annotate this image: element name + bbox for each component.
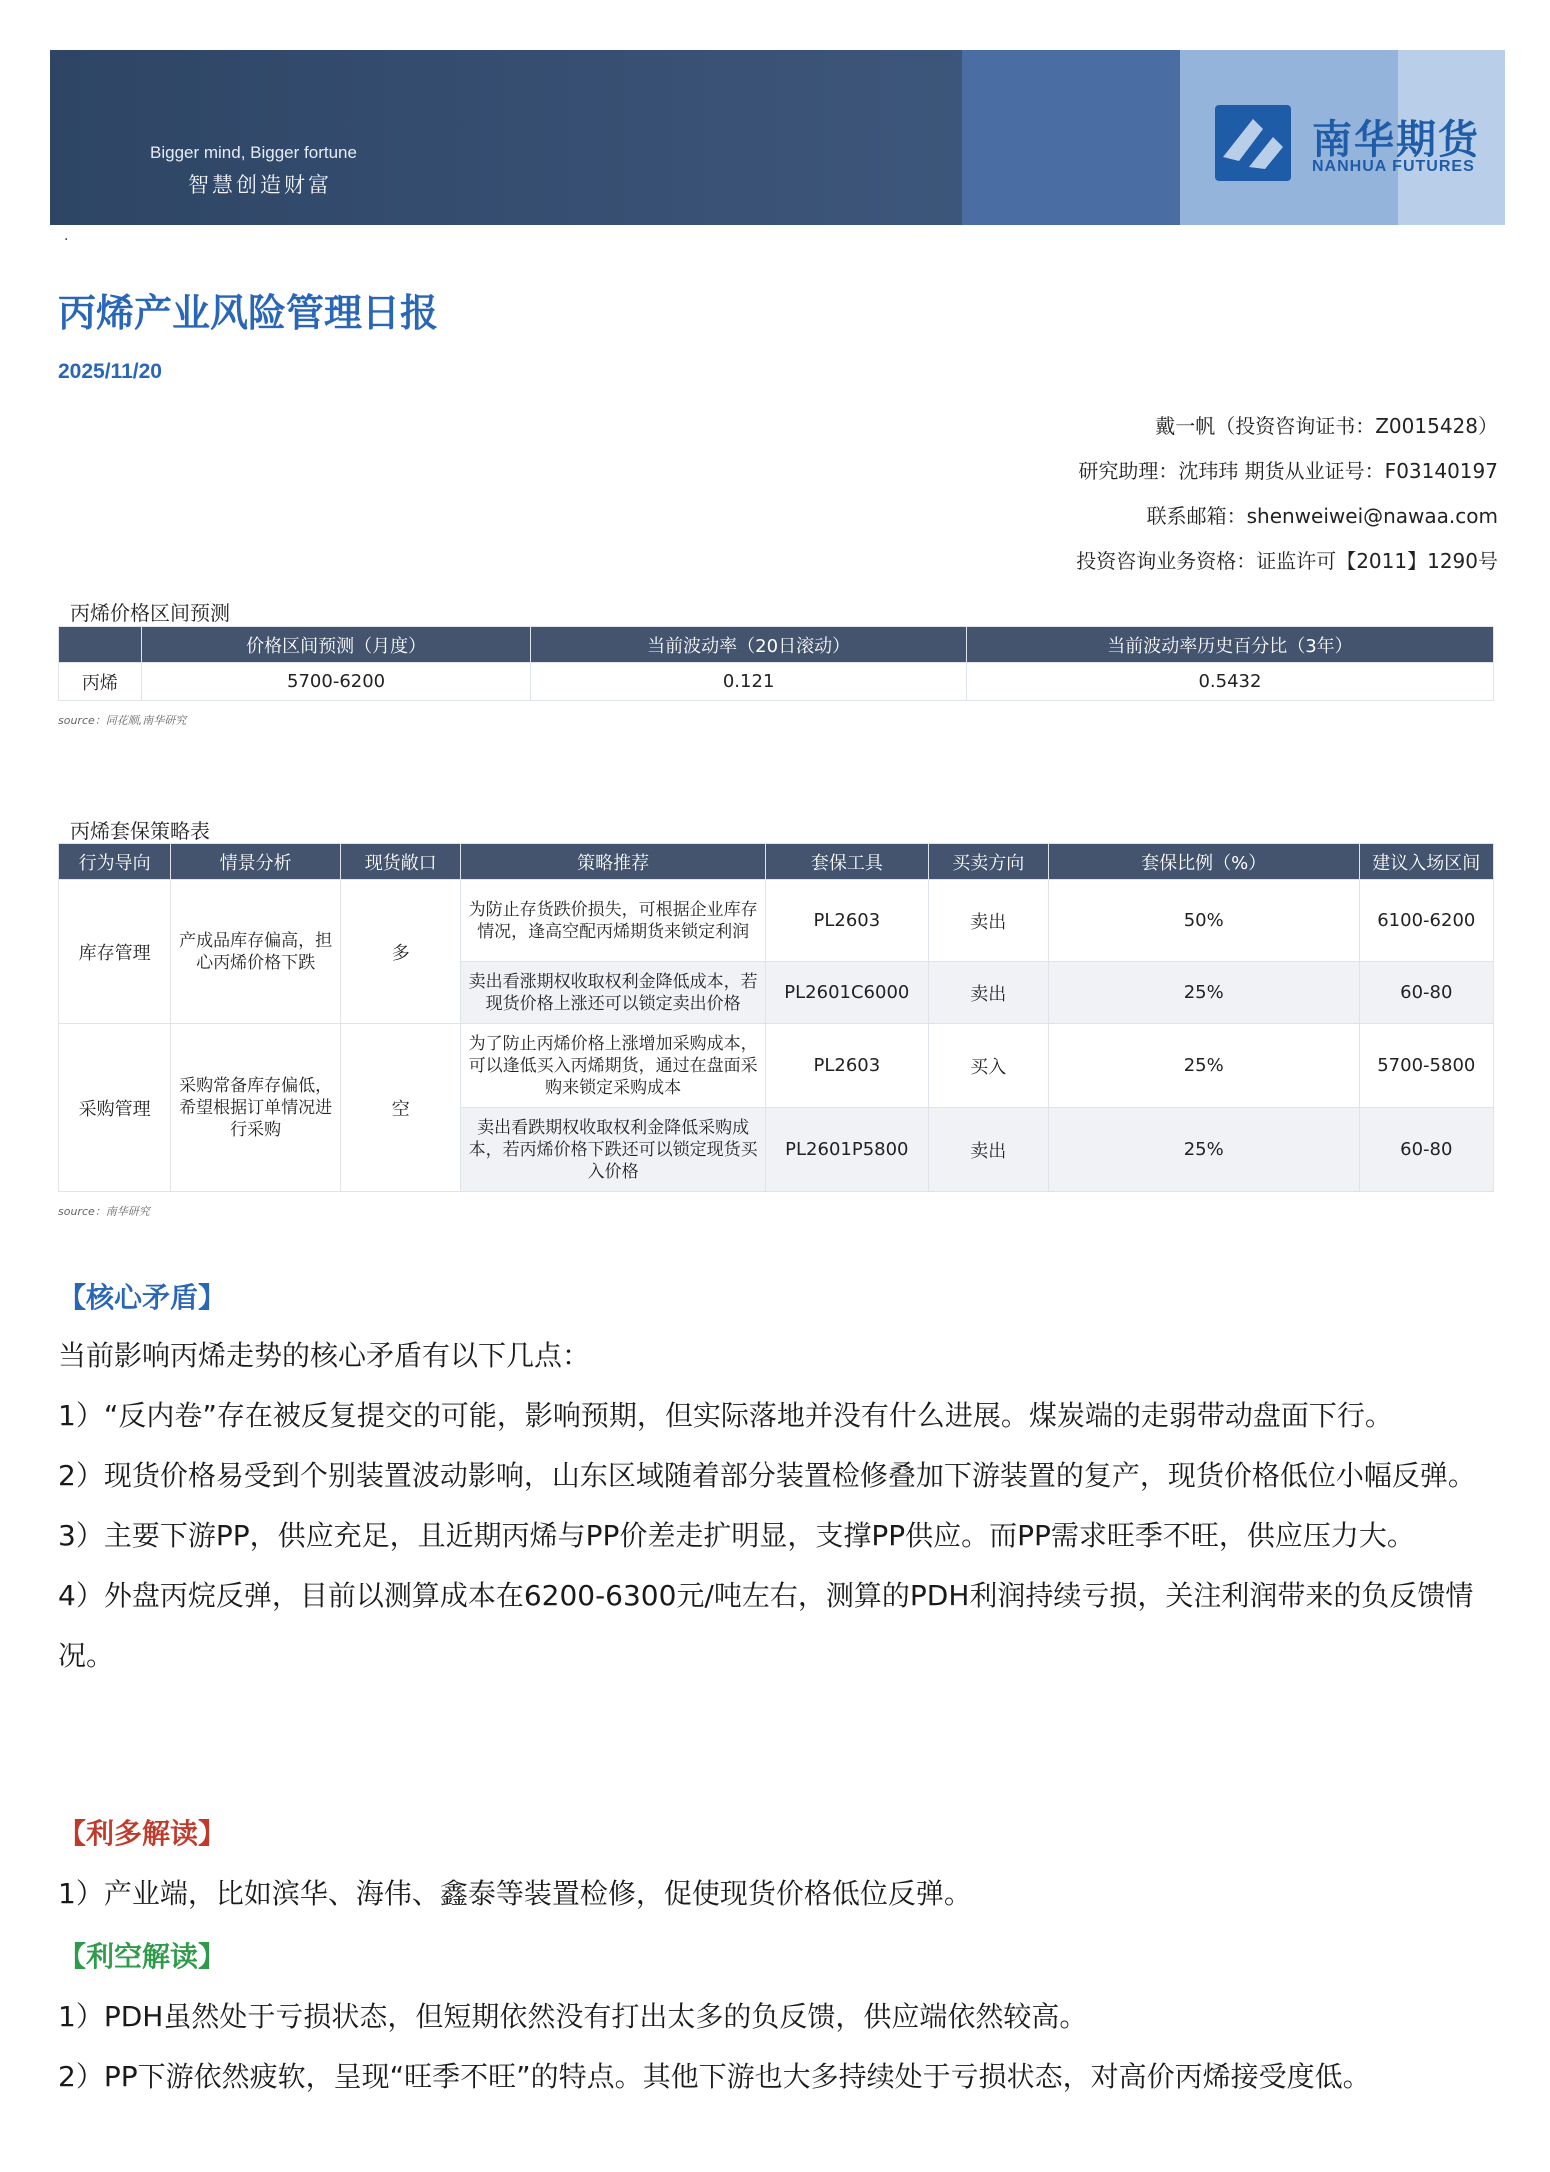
logo-wordmark-english: NANHUA FUTURES <box>1312 158 1475 175</box>
direction-cell: 卖出 <box>928 880 1048 962</box>
license-line: 投资咨询业务资格：证监许可【2011】1290号 <box>1076 549 1498 573</box>
table-header: 套保比例（%） <box>1048 844 1359 880</box>
table-header: 建议入场区间 <box>1359 844 1493 880</box>
slogan-chinese: 智慧创造财富 <box>188 173 332 197</box>
tool-cell: PL2601P5800 <box>765 1108 928 1192</box>
bearish-point: 1）PDH虽然处于亏损状态，但短期依然没有打出太多的负反馈，供应端依然较高。 <box>58 2000 1088 2033</box>
bearish-section <box>58 1935 1498 2107</box>
range-cell: 60-80 <box>1359 1108 1493 1192</box>
direction-cell: 卖出 <box>928 1108 1048 1192</box>
direction-cell: 卖出 <box>928 962 1048 1024</box>
source-note: source：同花顺,南华研究 <box>58 714 187 727</box>
bullish-section <box>58 1812 1498 1924</box>
behavior-cell: 库存管理 <box>59 880 171 1024</box>
table-header: 行为导向 <box>59 844 171 880</box>
ratio-cell: 25% <box>1048 1024 1359 1108</box>
table-header: 套保工具 <box>765 844 928 880</box>
report-date: 2025/11/20 <box>58 360 162 383</box>
marker-dot: . <box>64 228 69 244</box>
table-header: 当前波动率历史百分比（3年） <box>966 627 1493 663</box>
table-header: 当前波动率（20日滚动） <box>531 627 966 663</box>
strategy-cell: 卖出看涨期权收取权利金降低成本，若现货价格上涨还可以锁定卖出价格 <box>461 962 766 1024</box>
table-cell: 丙烯 <box>59 663 142 701</box>
table-header: 买卖方向 <box>928 844 1048 880</box>
section-heading-bullish: 【利多解读】 <box>58 1817 227 1850</box>
table-header: 价格区间预测（月度） <box>141 627 531 663</box>
tool-cell: PL2603 <box>765 1024 928 1108</box>
nanhua-logo-icon <box>1215 105 1291 181</box>
scenario-cell: 采购常备库存偏低，希望根据订单情况进行采购 <box>171 1024 341 1192</box>
hedge-strategy-table <box>58 843 1494 1192</box>
range-cell: 5700-5800 <box>1359 1024 1493 1108</box>
range-cell: 60-80 <box>1359 962 1493 1024</box>
header-banner <box>50 50 1505 225</box>
strategy-cell: 为防止存货跌价损失，可根据企业库存情况，逢高空配丙烯期货来锁定利润 <box>461 880 766 962</box>
table-row <box>59 1024 1494 1108</box>
direction-cell: 买入 <box>928 1024 1048 1108</box>
strategy-table-title: 丙烯套保策略表 <box>70 819 210 843</box>
tool-cell: PL2603 <box>765 880 928 962</box>
table-header: 策略推荐 <box>461 844 766 880</box>
ratio-cell: 25% <box>1048 962 1359 1024</box>
exposure-cell: 多 <box>341 880 461 1024</box>
analyst-line: 戴一帆（投资咨询证书：Z0015428） <box>1155 414 1498 438</box>
table-row <box>59 663 1494 701</box>
table-cell: 0.5432 <box>966 663 1493 701</box>
price-table-title: 丙烯价格区间预测 <box>70 601 230 625</box>
table-header <box>59 627 142 663</box>
table-cell: 0.121 <box>531 663 966 701</box>
strategy-cell: 为了防止丙烯价格上涨增加采购成本，可以逢低买入丙烯期货，通过在盘面采购来锁定采购成本 <box>461 1024 766 1108</box>
strategy-cell: 卖出看跌期权收取权利金降低采购成本，若丙烯价格下跌还可以锁定现货买入价格 <box>461 1108 766 1192</box>
table-header: 现货敞口 <box>341 844 461 880</box>
core-intro: 当前影响丙烯走势的核心矛盾有以下几点： <box>58 1339 591 1372</box>
table-header: 情景分析 <box>171 844 341 880</box>
page-title: 丙烯产业风险管理日报 <box>58 291 439 335</box>
behavior-cell: 采购管理 <box>59 1024 171 1192</box>
section-heading-core: 【核心矛盾】 <box>58 1281 227 1314</box>
core-point: 3）主要下游PP，供应充足，且近期丙烯与PP价差走扩明显，支撑PP供应。而PP需求旺季不旺，供应压力大。 <box>58 1519 1415 1552</box>
author-info <box>1076 404 1498 584</box>
table-row <box>59 880 1494 962</box>
ratio-cell: 50% <box>1048 880 1359 962</box>
source-note: source：南华研究 <box>58 1205 150 1218</box>
assistant-line: 研究助理：沈玮玮 期货从业证号：F03140197 <box>1078 459 1498 483</box>
table-cell: 5700-6200 <box>141 663 531 701</box>
bearish-point: 2）PP下游依然疲软，呈现“旺季不旺”的特点。其他下游也大多持续处于亏损状态，对高价丙烯接受度低。 <box>58 2060 1371 2093</box>
tool-cell: PL2601C6000 <box>765 962 928 1024</box>
core-section <box>58 1276 1498 1686</box>
slogan-english: Bigger mind, Bigger fortune <box>150 143 357 162</box>
range-cell: 6100-6200 <box>1359 880 1493 962</box>
core-point: 2）现货价格易受到个别装置波动影响，山东区域随着部分装置检修叠加下游装置的复产，现货价格低位小幅反弹。 <box>58 1459 1476 1492</box>
price-range-table <box>58 626 1494 701</box>
banner-stripe <box>962 50 1180 225</box>
logo-wordmark: 南华期货 <box>1312 117 1480 163</box>
section-heading-bearish: 【利空解读】 <box>58 1940 227 1973</box>
scenario-cell: 产成品库存偏高，担心丙烯价格下跌 <box>171 880 341 1024</box>
email-line: 联系邮箱：shenweiwei@nawaa.com <box>1146 504 1498 528</box>
core-point: 1）“反内卷”存在被反复提交的可能，影响预期，但实际落地并没有什么进展。煤炭端的走弱带动盘面下行。 <box>58 1399 1393 1432</box>
exposure-cell: 空 <box>341 1024 461 1192</box>
ratio-cell: 25% <box>1048 1108 1359 1192</box>
core-point: 4）外盘丙烷反弹，目前以测算成本在6200-6300元/吨左右，测算的PDH利润持续亏损，关注利润带来的负反馈情况。 <box>58 1579 1474 1672</box>
bullish-point: 1）产业端，比如滨华、海伟、鑫泰等装置检修，促使现货价格低位反弹。 <box>58 1877 972 1910</box>
